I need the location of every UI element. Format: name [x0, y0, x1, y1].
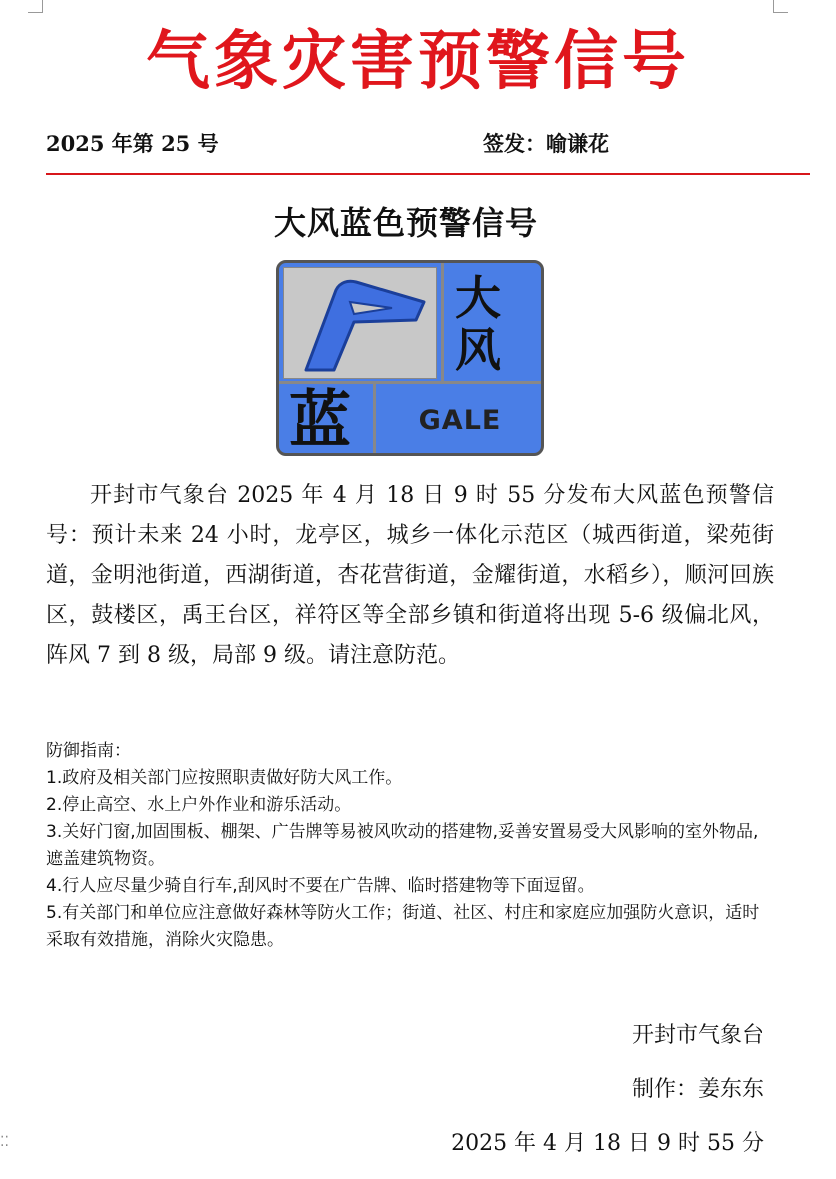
- signal-code: GALE: [418, 405, 502, 436]
- issuing-organization: 开封市气象台: [631, 1023, 764, 1048]
- signal-char-mid: 风: [455, 323, 501, 377]
- document-title: 大风蓝色预警信号: [273, 204, 538, 242]
- signal-level-char: 蓝: [289, 383, 352, 456]
- warning-body-text: 开封市气象台 2025 年 4 月 18 日 9 时 55 分发布大风蓝色预警信号：预计未来 24 小时，龙亭区，城乡一体化示范区（城西街道，梁苑街道，金明池街道，西湖街道，杏花营街道，金耀街道，水稻乡），顺河回族区，鼓楼区，禹王台区，祥符区等全部乡镇和街道将出现 5-6 级偏北风，阵风 7 到 8 级，局部 9 级。请注意防范。: [46, 483, 774, 668]
- margin-marker: ⁚⁚: [0, 1134, 9, 1150]
- author-line: 制作：姜东东: [631, 1077, 764, 1102]
- issue-number: 2025 年第 25 号: [46, 131, 219, 156]
- page-corner-mark: [28, 0, 43, 13]
- masthead-title: 气象灾害预警信号: [146, 25, 690, 99]
- guide-item: 5.有关部门和单位应注意做好森林等防火工作；街道、社区、村庄和家庭应加强防火意识，适时采取有效措施，消除火灾隐患。: [46, 903, 760, 950]
- defense-guide: [46, 738, 774, 954]
- red-divider: [46, 173, 810, 175]
- guide-heading: 防御指南：: [46, 741, 131, 761]
- guide-item: 3.关好门窗,加固围板、棚架、广告牌等易被风吹动的搭建物,妥善安置易受大风影响的室外物品,遮盖建筑物资。: [46, 822, 759, 869]
- signal-char-top: 大: [455, 271, 501, 325]
- page-corner-mark: [773, 0, 788, 13]
- wind-flag-icon: [284, 268, 436, 378]
- guide-item: 1.政府及相关部门应按照职责做好防大风工作。: [46, 768, 403, 788]
- wind-flag-panel: [283, 267, 437, 379]
- guide-item: 2.停止高空、水上户外作业和游乐活动。: [46, 795, 352, 815]
- issuer-signature: 签发：喻谦花: [483, 131, 609, 156]
- guide-item: 4.行人应尽量少骑自行车,刮风时不要在广告牌、临时搭建物等下面逗留。: [46, 876, 595, 896]
- gale-blue-warning-icon: [276, 260, 544, 456]
- issue-date: 2025 年 4 月 18 日 9 时 55 分: [451, 1131, 764, 1156]
